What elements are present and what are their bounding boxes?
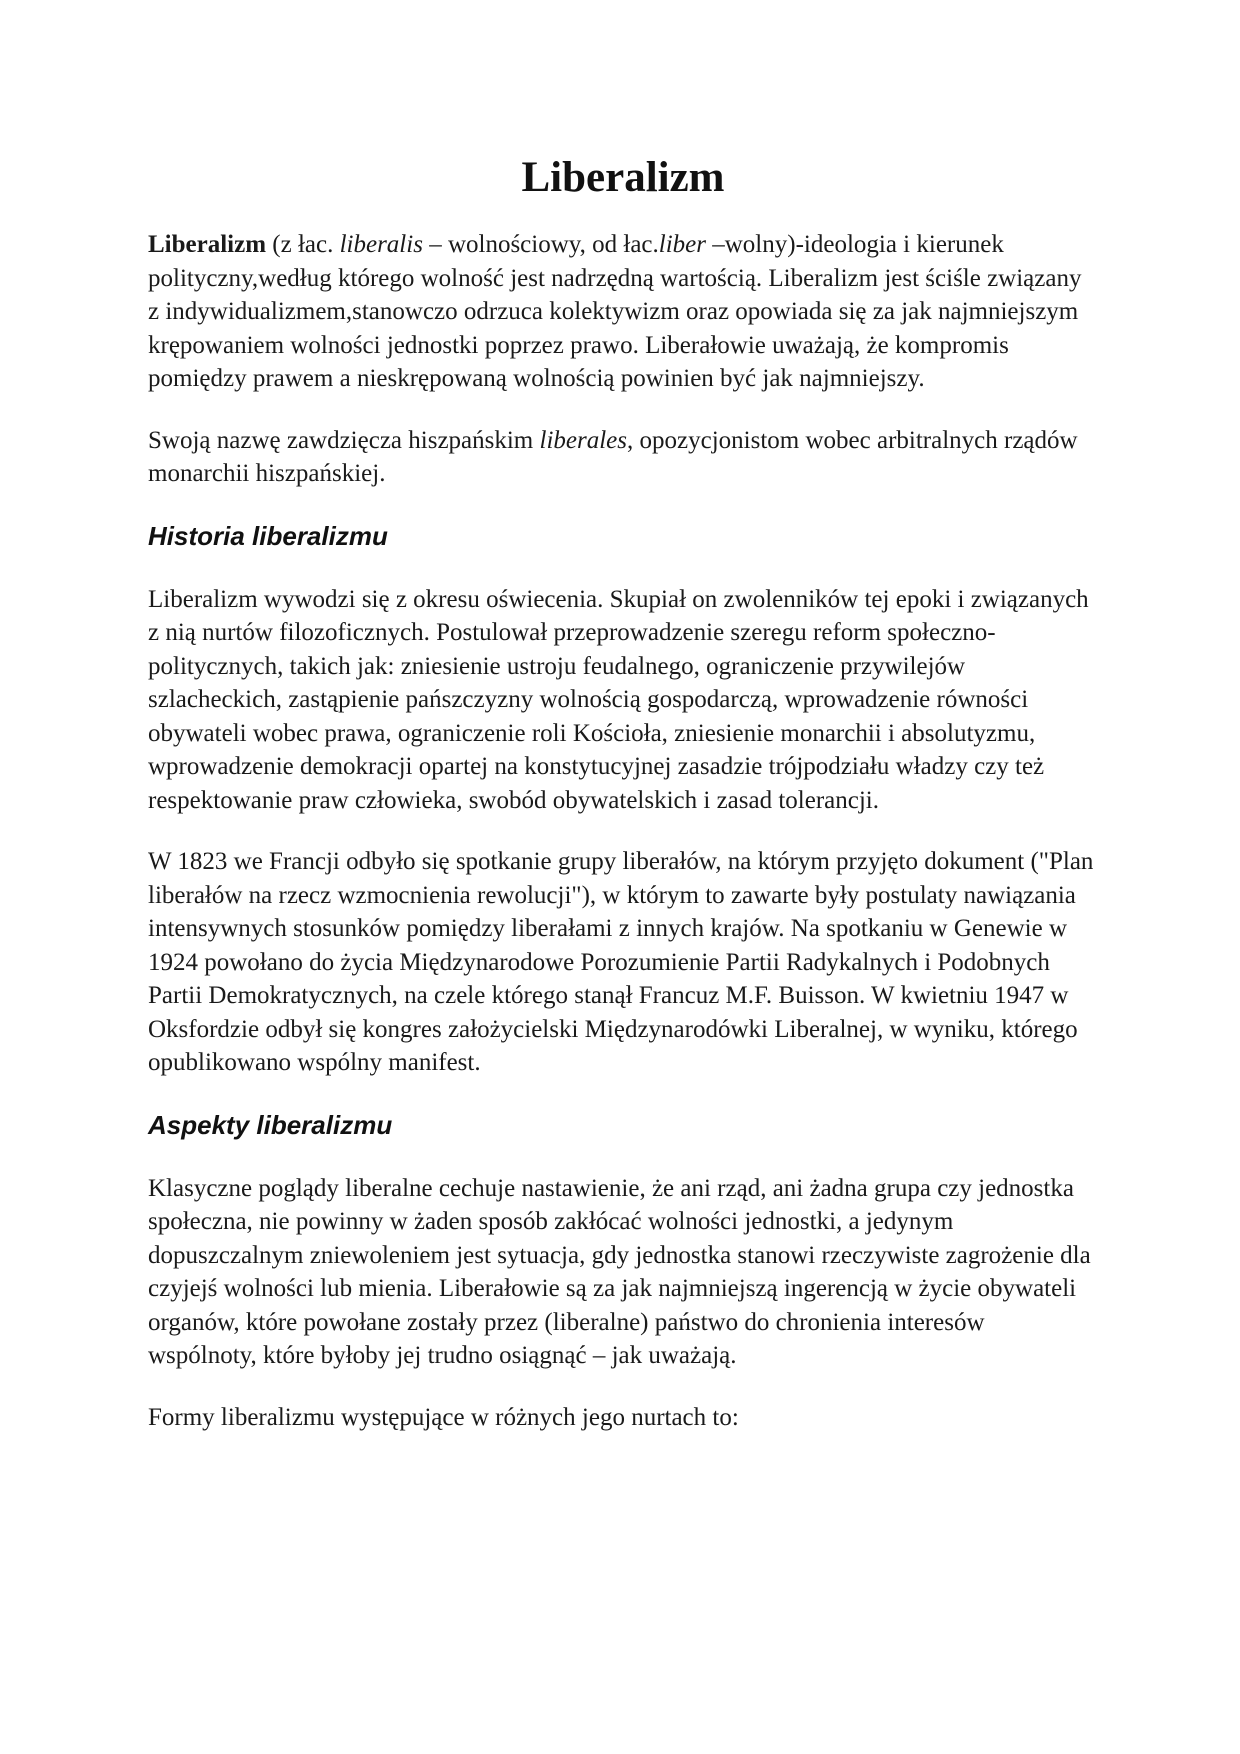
name-origin-paragraph <box>148 424 1098 491</box>
document-title: Liberalizm <box>521 154 725 201</box>
intro-paragraph <box>148 228 1098 396</box>
aspects-paragraph-1: Klasyczne poglądy liberalne cechuje nastawienie, że ani rząd, ani żadna grupa czy jednostka społeczna, nie powinny w żaden sposób zakłócać wolności jednostki, a jedynym dopuszczalnym zniewoleniem jest sytuacja, gdy jednostka stanowi rzeczywiste zagrożenie dla czyjejś wolności lub mienia. Liberałowie są za jak najmniejszą ingerencją w życie obywateli organów, które powołane zostały przez (liberalne) państwo do chronienia interesów wspólnoty, które byłoby jej trudno osiągnąć – jak uważają. <box>148 1174 1091 1369</box>
intro-term: Liberalizm <box>148 231 267 258</box>
intro-text-2: – wolnościowy, od łac. <box>422 231 659 258</box>
intro-latin-2: liber <box>658 231 706 258</box>
aspects-heading: Aspekty liberalizmu <box>148 1109 393 1140</box>
intro-text-1: (z łac. <box>266 231 340 258</box>
name-origin-term: liberales <box>539 426 628 454</box>
name-origin-text-1: Swoją nazwę zawdzięcza hiszpańskim <box>148 426 540 454</box>
history-paragraph-2: W 1823 we Francji odbyło się spotkanie grupy liberałów, na którym przyjęto dokument ("Plan liberałów na rzecz wzmocnienia rewolucji"), w którym to zawarte były postulaty nawiązania intensywnych stosunków pomiędzy liberałami z innych krajów. Na spotkaniu w Genewie w 1924 powołano do życia Międzynarodowe Porozumienie Partii Radykalnych i Podobnych Partii Demokratycznych, na czele którego stanął Francuz M.F. Buisson. W kwietniu 1947 w Oksfordzie odbył się kongres założycielski Międzynarodówki Liberalnej, w wyniku, którego opublikowano wspólny manifest. <box>148 848 1094 1076</box>
intro-text-3: –wolny)-ideologia i kierunek polityczny,według którego wolność jest nadrzędną wartością. Liberalizm jest ściśle związany z indywidualizmem,stanowczo odrzuca kolektywizm oraz opowiada się za jak najmniejszym krępowaniem wolności jednostki poprzez prawo. Liberałowie uważają, że kompromis pomiędzy prawem a nieskrępowaną wolnością powinien być jak najmniejszy. <box>148 231 1082 392</box>
history-heading: Historia liberalizmu <box>148 520 388 551</box>
aspects-paragraph-2: Formy liberalizmu występujące w różnych jego nurtach to: <box>148 1403 739 1431</box>
name-origin-text-2: , opozycjonistom wobec arbitralnych rządów monarchii hiszpańskiej. <box>148 426 1078 487</box>
document-body <box>148 150 1098 1462</box>
history-paragraph-1: Liberalizm wywodzi się z okresu oświecenia. Skupiał on zwolenników tej epoki i związanych z nią nurtów filozoficznych. Postulował przeprowadzenie szeregu reform społeczno-politycznych, takich jak: zniesienie ustroju feudalnego, ograniczenie przywilejów szlacheckich, zastąpienie pańszczyzny wolnością gospodarczą, wprowadzenie równości obywateli wobec prawa, ograniczenie roli Kościoła, zniesienie monarchii i absolutyzmu, wprowadzenie demokracji opartej na konstytucyjnej zasadzie trójpodziału władzy czy też respektowanie praw człowieka, swobód obywatelskich i zasad tolerancji. <box>148 585 1089 814</box>
intro-latin-1: liberalis <box>339 231 423 258</box>
